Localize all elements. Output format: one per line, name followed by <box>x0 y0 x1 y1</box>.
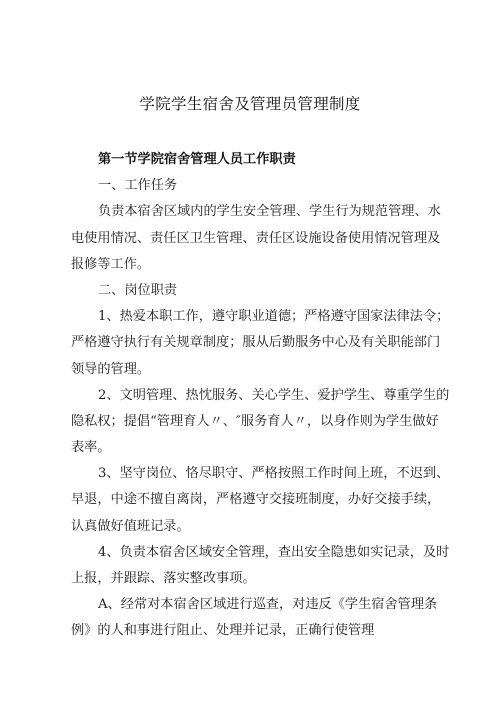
paragraph-line: 早退，中途不擅自离岗，严格遵守交接班制度，办好交接手续， <box>71 492 441 508</box>
paragraph-line: 2、文明管理、热忱服务、关心学生、爱护学生、尊重学生的 <box>98 387 450 403</box>
paragraph-line: 4、负责本宿舍区域安全管理，查出安全隐患如实记录，及时 <box>98 544 450 560</box>
paragraph-line: 负责本宿舍区域内的学生安全管理、学生行为规范管理、水 <box>98 204 441 220</box>
paragraph-line: 表率。 <box>71 440 111 456</box>
paragraph-line: A、经常对本宿舍区域进行巡查，对违反《学生宿舍管理条 <box>98 597 438 613</box>
paragraph-line: 3、坚守岗位、恪尽职守、严格按照工作时间上班，不迟到、 <box>98 466 450 482</box>
paragraph-line: 隐私权；提倡“管理育人〃、″服务育人〃，以身作则为学生做好 <box>71 413 439 429</box>
document-title: 学院学生宿舍及管理员管理制度 <box>139 95 361 113</box>
section-heading: 第一节学院宿舍管理人员工作职责 <box>98 152 296 167</box>
paragraph-line: 严格遵守执行有关规章制度；服从后勤服务中心及有关职能部门 <box>71 335 441 351</box>
paragraph-line: 电使用情况、责任区卫生管理、责任区设施设备使用情况管理及 <box>71 230 441 246</box>
document-body <box>71 147 450 645</box>
part2-heading: 二、岗位职责 <box>98 282 178 298</box>
paragraph-line: 1、热爱本职工作，遵守职业道德；严格遵守国家法律法令； <box>98 309 450 325</box>
paragraph-line: 例》的人和事进行阻止、处理并记录，正确行使管理 <box>71 623 375 639</box>
paragraph-line: 领导的管理。 <box>71 361 151 377</box>
paragraph-line: 报修等工作。 <box>71 256 151 272</box>
part1-heading: 一、工作任务 <box>98 178 178 194</box>
paragraph-line: 认真做好值班记录。 <box>71 518 190 534</box>
paragraph-line: 上报，并跟踪、落实整改事项。 <box>71 571 256 586</box>
